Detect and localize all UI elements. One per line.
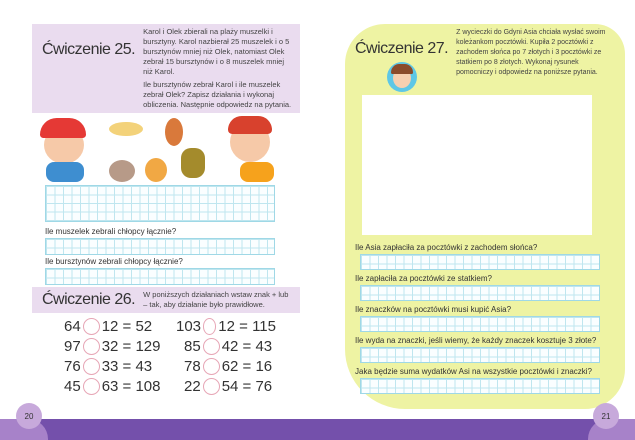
- exercise-25-text-block: [143, 27, 294, 110]
- question-shells-total: Ile muszelek zebrali chłopcy łącznie?: [45, 227, 177, 236]
- equation-rest: 12 = 115: [218, 318, 276, 335]
- operand: 97: [64, 338, 81, 355]
- equation: [64, 338, 176, 355]
- equation-rest: 62 = 16: [221, 358, 273, 375]
- equation: [64, 318, 176, 335]
- exercise-27-text: Z wycieczki do Gdyni Asia chciała wysłać swoim koleżankom pocztówki. Kupiła 2 pocztówki z zachodem słońca po 7 złotych i 3 pocztówki ze statkiem po 8 złotych. Wykonaj rysunek pomocniczy i odpowiedz na poniższe pytania.: [456, 29, 606, 76]
- operand: 78: [184, 358, 201, 375]
- equation: [176, 358, 276, 375]
- calculation-grid[interactable]: [45, 185, 275, 222]
- question-stamps-count: Ile znaczków na pocztówki musi kupić Asia?: [355, 305, 512, 314]
- answer-grid[interactable]: [360, 285, 600, 301]
- equation-rest: 33 = 43: [101, 358, 153, 375]
- exercise-27-title: Ćwiczenie 27.: [355, 40, 449, 57]
- answer-grid[interactable]: [360, 254, 600, 270]
- operand: 45: [64, 378, 81, 395]
- drawing-area[interactable]: [362, 95, 592, 235]
- answer-grid[interactable]: [360, 316, 600, 332]
- equation: [176, 378, 276, 395]
- sign-circle[interactable]: [203, 338, 220, 355]
- exercise-25-title: Ćwiczenie 25.: [42, 41, 136, 58]
- operand: 64: [64, 318, 81, 335]
- equation-rest: 12 = 52: [101, 318, 153, 335]
- exercise-27-title-column: [355, 28, 448, 92]
- equations-grid: [64, 318, 274, 395]
- equation-rest: 32 = 129: [101, 338, 161, 355]
- exercise-26-box: [32, 287, 300, 313]
- question-amber-total: Ile bursztynów zebrali chłopcy łącznie?: [45, 257, 183, 266]
- operand: 103: [176, 318, 202, 335]
- equation: [64, 358, 176, 375]
- question-sunset-cost: Ile Asia zapłaciła za pocztówki z zachodem słońca?: [355, 243, 538, 252]
- sign-circle[interactable]: [203, 378, 220, 395]
- answer-grid[interactable]: [360, 347, 600, 363]
- equation-rest: 63 = 108: [101, 378, 161, 395]
- sign-circle[interactable]: [83, 358, 100, 375]
- exercise-26-title: Ćwiczenie 26.: [42, 291, 136, 308]
- question-stamps-cost: Ile wyda na znaczki, jeśli wiemy, że każdy znaczek kosztuje 3 złote?: [355, 336, 597, 345]
- happy-boy-illustration: [222, 114, 282, 182]
- equation: [176, 318, 276, 335]
- shells-and-amber-illustration: [105, 116, 215, 182]
- question-ship-cost: Ile zapłaciła za pocztówki ze statkiem?: [355, 274, 492, 283]
- sign-circle[interactable]: [83, 318, 100, 335]
- exercise-27-header: [355, 28, 617, 92]
- equation: [64, 378, 176, 395]
- sign-circle[interactable]: [203, 358, 220, 375]
- equation-rest: 42 = 43: [221, 338, 273, 355]
- question-total-cost: Jaka będzie suma wydatków Asi na wszystkie pocztówki i znaczki?: [355, 367, 592, 376]
- footer-bar: [0, 419, 635, 440]
- sign-circle[interactable]: [203, 318, 216, 335]
- equation: [176, 338, 276, 355]
- operand: 76: [64, 358, 81, 375]
- equation-rest: 54 = 76: [221, 378, 273, 395]
- operand: 22: [184, 378, 201, 395]
- page-number-left: 20: [16, 403, 42, 429]
- exercise-26-text: W poniższych działaniach wstaw znak + lub – tak, aby działanie było prawidłowe.: [143, 290, 289, 309]
- exercise-25-box: [32, 24, 300, 113]
- answer-grid-shells[interactable]: [45, 238, 275, 255]
- exercise-25-instruction: Ile bursztynów zebrał Karol i ile muszelek zebrał Olek? Zapisz działania i wykonaj obliczenia. Następnie odpowiedz na pytania.: [143, 80, 292, 109]
- sign-circle[interactable]: [83, 338, 100, 355]
- boy-with-cap-illustration: [40, 114, 90, 182]
- answer-grid[interactable]: [360, 378, 600, 394]
- sign-circle[interactable]: [83, 378, 100, 395]
- exercise-25-text: Karol i Olek zbierali na plaży muszelki i bursztyny. Karol nazbierał 25 muszelek i o 5 bursztynów mniej niż Olek, natomiast Olek zebrał 15 bursztynów i o 8 muszelek mniej niż Karol.: [143, 27, 290, 76]
- girl-avatar: [387, 62, 417, 92]
- answer-grid-amber[interactable]: [45, 268, 275, 285]
- operand: 85: [184, 338, 201, 355]
- page-number-right: 21: [593, 403, 619, 429]
